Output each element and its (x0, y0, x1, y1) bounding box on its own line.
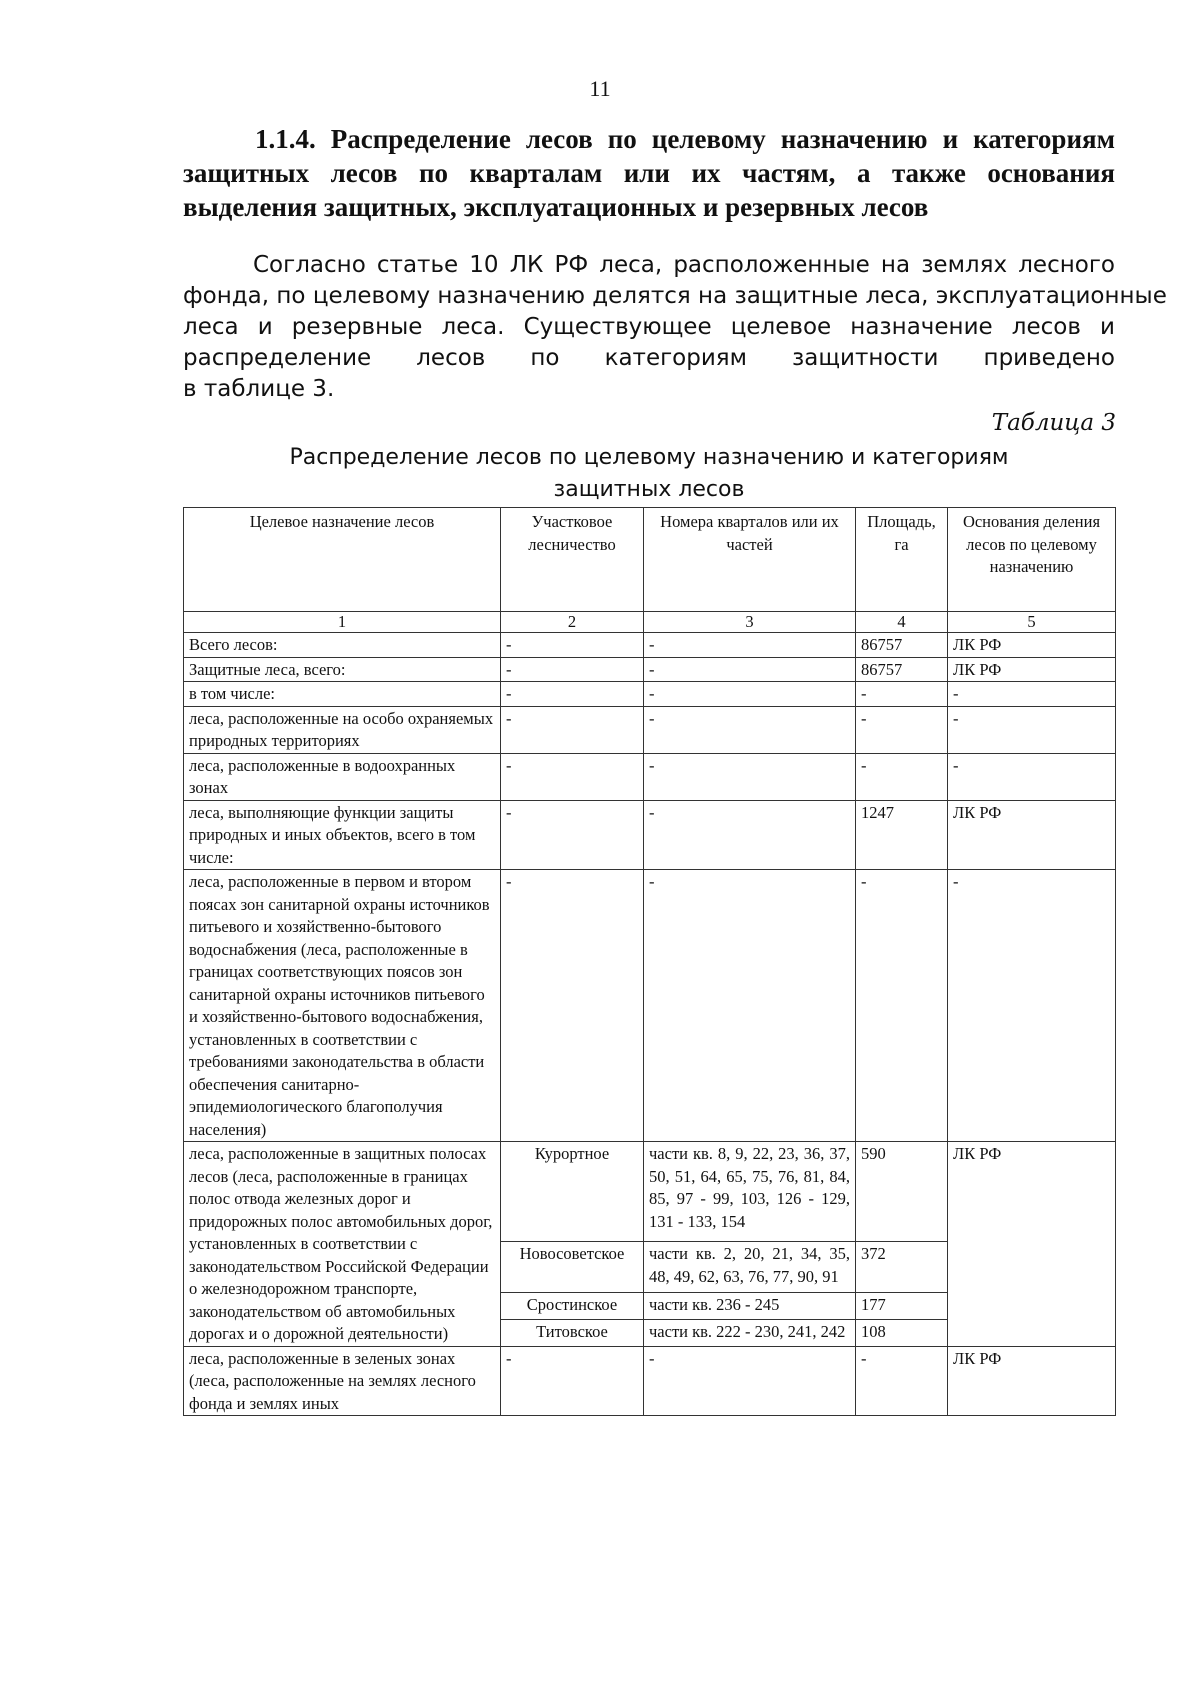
header-cell: Номера кварталов или их частей (644, 508, 856, 612)
basis-cell: - (948, 753, 1116, 800)
paragraph-line: в таблице 3. (183, 376, 335, 402)
table-row (184, 706, 1116, 753)
table-title (183, 442, 1115, 506)
purpose-cell: Защитные леса, всего: (184, 657, 501, 682)
purpose-cell: леса, расположенные в зеленых зонах (леса, расположенные на землях лесного фонда и землях иных (184, 1346, 501, 1416)
forestry-cell: - (501, 682, 644, 707)
table-row (184, 1346, 1116, 1416)
forest-distribution-table (183, 507, 1116, 1416)
quarters-cell: - (644, 682, 856, 707)
forestry-cell: - (501, 800, 644, 870)
forestry-cell: - (501, 633, 644, 658)
forestry-cell: - (501, 657, 644, 682)
basis-cell: ЛК РФ (948, 1142, 1116, 1347)
forestry-cell: Титовское (501, 1319, 644, 1346)
table-row (184, 657, 1116, 682)
table-row (184, 753, 1116, 800)
quarters-cell: - (644, 1346, 856, 1416)
area-cell: 86757 (856, 657, 948, 682)
header-cell: Площадь, га (856, 508, 948, 612)
area-cell: 86757 (856, 633, 948, 658)
purpose-cell: в том числе: (184, 682, 501, 707)
forestry-cell: - (501, 706, 644, 753)
table-title-line: защитных лесов (553, 477, 745, 502)
section-heading: 1.1.4. Распределение лесов по целевому назначению и категориям защитных лесов по кварталам или их частям, а также основания выделения защитных, эксплуатационных и резервных лесов (183, 124, 1115, 222)
purpose-cell: леса, расположенные в защитных полосах лесов (леса, расположенные в границах полос отвода железных дорог и придорожных полос автомобильных дорог, установленных в соответствии с законодательством Российской Федерации о железнодорожном транспорте, законодательством об автомобильных дорогах и о дорожной деятельности) (184, 1142, 501, 1347)
area-cell: 108 (856, 1319, 948, 1346)
paragraph-line: распределение лесов по категориям защитности приведено (183, 345, 1115, 371)
header-cell: Основания деления лесов по целевому назначению (948, 508, 1116, 612)
column-number: 5 (948, 612, 1116, 633)
basis-cell: - (948, 870, 1116, 1142)
header-cell: Целевое назначение лесов (184, 508, 501, 612)
basis-cell: - (948, 682, 1116, 707)
purpose-cell: леса, расположенные на особо охраняемых природных территориях (184, 706, 501, 753)
column-number: 4 (856, 612, 948, 633)
forestry-cell: - (501, 870, 644, 1142)
purpose-cell: Всего лесов: (184, 633, 501, 658)
area-cell: - (856, 1346, 948, 1416)
quarters-cell: части кв. 222 - 230, 241, 242 (644, 1319, 856, 1346)
page-number: 11 (589, 76, 611, 101)
paragraph-line: фонда, по целевому назначению делятся на защитные леса, эксплуатационные (183, 283, 1167, 309)
basis-cell: ЛК РФ (948, 657, 1116, 682)
paragraph-line: Согласно статье 10 ЛК РФ леса, расположенные на землях лесного (253, 252, 1115, 278)
column-number: 2 (501, 612, 644, 633)
area-cell: - (856, 706, 948, 753)
area-cell: - (856, 753, 948, 800)
quarters-cell: части кв. 236 - 245 (644, 1293, 856, 1320)
quarters-cell: - (644, 657, 856, 682)
table-label: Таблица 3 (991, 410, 1116, 436)
table-row (184, 800, 1116, 870)
basis-cell: ЛК РФ (948, 633, 1116, 658)
table-row (184, 870, 1116, 1142)
basis-cell: - (948, 706, 1116, 753)
purpose-cell: леса, выполняющие функции защиты природных и иных объектов, всего в том числе: (184, 800, 501, 870)
purpose-cell: леса, расположенные в первом и втором поясах зон санитарной охраны источников питьевого и хозяйственно-бытового водоснабжения (леса, расположенные в границах соответствующих поясов зон санитарной охраны источников питьевого и хозяйственно-бытового водоснабжения, установленных в соответствии с требованиями законодательства в области обеспечения санитарно-эпидемиологического благополучия населения) (184, 870, 501, 1142)
quarters-cell: части кв. 2, 20, 21, 34, 35, 48, 49, 62, 63, 76, 77, 90, 91 (644, 1242, 856, 1293)
area-cell: 177 (856, 1293, 948, 1320)
quarters-cell: - (644, 706, 856, 753)
intro-paragraph (183, 250, 1167, 405)
paragraph-line: леса и резервные леса. Существующее целевое назначение лесов и (183, 314, 1115, 340)
quarters-cell: - (644, 753, 856, 800)
quarters-cell: - (644, 633, 856, 658)
area-cell: 590 (856, 1142, 948, 1242)
basis-cell: ЛК РФ (948, 1346, 1116, 1416)
forestry-cell: Новосоветское (501, 1242, 644, 1293)
quarters-cell: части кв. 8, 9, 22, 23, 36, 37, 50, 51, 64, 65, 75, 76, 81, 84, 85, 97 - 99, 103, 126 - 129, 131 - 133, 154 (644, 1142, 856, 1242)
table-row (184, 1142, 1116, 1242)
column-number: 3 (644, 612, 856, 633)
quarters-cell: - (644, 870, 856, 1142)
basis-cell: ЛК РФ (948, 800, 1116, 870)
purpose-cell: леса, расположенные в водоохранных зонах (184, 753, 501, 800)
area-cell: 1247 (856, 800, 948, 870)
table-row (184, 633, 1116, 658)
forestry-cell: Сростинское (501, 1293, 644, 1320)
area-cell: 372 (856, 1242, 948, 1293)
forestry-cell: - (501, 1346, 644, 1416)
area-cell: - (856, 870, 948, 1142)
quarters-cell: - (644, 800, 856, 870)
header-row (184, 508, 1116, 612)
column-number: 1 (184, 612, 501, 633)
column-number-row (184, 612, 1116, 633)
area-cell: - (856, 682, 948, 707)
table-row (184, 682, 1116, 707)
forestry-cell: - (501, 753, 644, 800)
table-title-line: Распределение лесов по целевому назначению и категориям (289, 445, 1009, 470)
forestry-cell: Курортное (501, 1142, 644, 1242)
header-cell: Участковое лесничество (501, 508, 644, 612)
